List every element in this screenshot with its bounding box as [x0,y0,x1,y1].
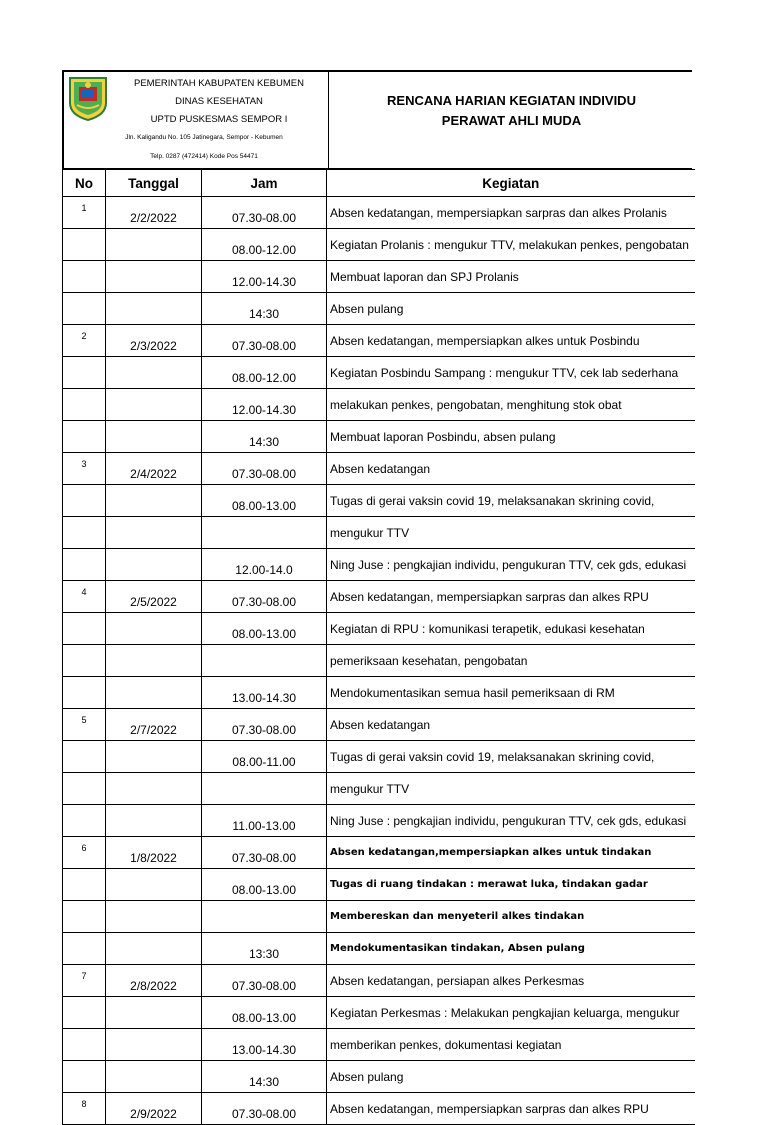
organization-block [64,72,329,168]
cell-no: 3 [63,453,106,485]
cell-kegiatan: Ning Juse : pengkajian individu, pengukuran TTV, cek gds, edukasi [327,549,695,581]
cell-tanggal [106,421,202,453]
cell-jam: 08.00-11.00 [202,741,327,773]
table-row [63,485,695,517]
table-row [63,229,695,261]
table-row [63,869,695,901]
cell-tanggal [106,1061,202,1093]
cell-no [63,357,106,389]
cell-jam: 07.30-08.00 [202,581,327,613]
cell-jam: 07.30-08.00 [202,325,327,357]
cell-jam: 08.00-13.00 [202,613,327,645]
table-row [63,773,695,805]
cell-jam [202,645,327,677]
kebumen-emblem-icon [67,75,109,121]
cell-tanggal: 2/5/2022 [106,581,202,613]
cell-no [63,613,106,645]
cell-kegiatan: memberikan penkes, dokumentasi kegiatan [327,1029,695,1061]
cell-kegiatan: Tugas di gerai vaksin covid 19, melaksanakan skrining covid, [327,485,695,517]
table-row [63,1029,695,1061]
cell-jam: 07.30-08.00 [202,197,327,229]
cell-kegiatan: Mendokumentasikan tindakan, Absen pulang [327,933,695,965]
cell-jam: 12.00-14.0 [202,549,327,581]
title-line-2: PERAWAT AHLI MUDA [441,113,582,128]
table-row [63,677,695,709]
cell-kegiatan: Absen kedatangan [327,709,695,741]
cell-no [63,869,106,901]
cell-tanggal [106,901,202,933]
cell-kegiatan: Kegiatan Perkesmas : Melakukan pengkajian keluarga, mengukur [327,997,695,1029]
cell-tanggal [106,357,202,389]
schedule-sheet [62,70,692,1125]
cell-tanggal [106,1029,202,1061]
cell-kegiatan: Absen kedatangan, mempersiapkan sarpras dan alkes RPU [327,581,695,613]
org-line-puskesmas: UPTD PUSKESMAS SEMPOR I [150,114,288,125]
column-header-no: No [63,170,106,197]
cell-kegiatan: Absen kedatangan, mempersiapkan sarpras dan alkes Prolanis [327,197,695,229]
cell-tanggal: 2/8/2022 [106,965,202,997]
cell-kegiatan: Absen pulang [327,293,695,325]
cell-jam: 13:30 [202,933,327,965]
cell-tanggal [106,293,202,325]
cell-jam: 12.00-14.30 [202,261,327,293]
table-header-row [63,170,695,197]
cell-jam: 11.00-13.00 [202,805,327,837]
cell-jam: 08.00-12.00 [202,357,327,389]
cell-tanggal: 1/8/2022 [106,837,202,869]
cell-kegiatan: Kegiatan di RPU : komunikasi terapetik, edukasi kesehatan [327,613,695,645]
cell-tanggal: 2/9/2022 [106,1093,202,1125]
table-row [63,517,695,549]
cell-kegiatan: mengukur TTV [327,517,695,549]
document-title [329,72,694,168]
cell-jam: 14:30 [202,1061,327,1093]
table-row [63,901,695,933]
cell-jam [202,901,327,933]
cell-kegiatan: mengukur TTV [327,773,695,805]
cell-no [63,421,106,453]
cell-no: 5 [63,709,106,741]
cell-tanggal [106,549,202,581]
cell-jam: 13.00-14.30 [202,1029,327,1061]
org-phone: Telp. 0287 (472414) Kode Pos 54471 [150,153,258,160]
table-row [63,1093,695,1125]
cell-jam: 08.00-13.00 [202,997,327,1029]
table-row [63,357,695,389]
cell-tanggal [106,517,202,549]
cell-tanggal [106,229,202,261]
table-row [63,421,695,453]
cell-tanggal [106,805,202,837]
cell-kegiatan: Tugas di ruang tindakan : merawat luka, tindakan gadar [327,869,695,901]
activity-table [62,169,695,1125]
cell-jam: 07.30-08.00 [202,709,327,741]
cell-no [63,773,106,805]
cell-kegiatan: Absen pulang [327,1061,695,1093]
org-line-department: DINAS KESEHATAN [175,96,263,107]
table-row [63,197,695,229]
cell-tanggal: 2/7/2022 [106,709,202,741]
cell-tanggal [106,485,202,517]
cell-jam: 14:30 [202,421,327,453]
cell-tanggal [106,261,202,293]
cell-tanggal: 2/2/2022 [106,197,202,229]
cell-tanggal [106,613,202,645]
cell-no [63,645,106,677]
cell-jam: 07.30-08.00 [202,453,327,485]
cell-no [63,1061,106,1093]
cell-no [63,517,106,549]
cell-kegiatan: Membereskan dan menyeteril alkes tindakan [327,901,695,933]
table-row [63,805,695,837]
cell-tanggal [106,677,202,709]
cell-no: 8 [63,1093,106,1125]
cell-tanggal: 2/4/2022 [106,453,202,485]
cell-tanggal [106,933,202,965]
cell-kegiatan: Tugas di gerai vaksin covid 19, melaksanakan skrining covid, [327,741,695,773]
cell-kegiatan: Absen kedatangan, persiapan alkes Perkesmas [327,965,695,997]
column-header-tanggal: Tanggal [106,170,202,197]
cell-jam [202,517,327,549]
table-row [63,549,695,581]
table-row [63,613,695,645]
cell-tanggal [106,741,202,773]
cell-jam [202,773,327,805]
cell-tanggal: 2/3/2022 [106,325,202,357]
cell-jam: 08.00-13.00 [202,869,327,901]
cell-kegiatan: Absen kedatangan [327,453,695,485]
table-row [63,933,695,965]
cell-kegiatan: Kegiatan Posbindu Sampang : mengukur TTV, cek lab sederhana [327,357,695,389]
cell-no [63,805,106,837]
title-line-1: RENCANA HARIAN KEGIATAN INDIVIDU [387,93,636,108]
cell-no [63,261,106,293]
table-row [63,453,695,485]
cell-no [63,677,106,709]
table-row [63,837,695,869]
cell-kegiatan: Absen kedatangan,mempersiapkan alkes untuk tindakan [327,837,695,869]
org-line-government: PEMERINTAH KABUPATEN KEBUMEN [134,78,304,89]
cell-no [63,229,106,261]
cell-no: 4 [63,581,106,613]
table-row [63,965,695,997]
cell-no [63,389,106,421]
cell-jam: 08.00-13.00 [202,485,327,517]
cell-no [63,741,106,773]
table-row [63,741,695,773]
cell-no: 1 [63,197,106,229]
cell-kegiatan: Membuat laporan dan SPJ Prolanis [327,261,695,293]
cell-jam: 13.00-14.30 [202,677,327,709]
table-row [63,293,695,325]
table-row [63,709,695,741]
cell-kegiatan: Mendokumentasikan semua hasil pemeriksaan di RM [327,677,695,709]
document-header [62,70,692,169]
cell-no: 6 [63,837,106,869]
table-row [63,581,695,613]
cell-no: 2 [63,325,106,357]
cell-no [63,1029,106,1061]
cell-jam: 08.00-12.00 [202,229,327,261]
table-row [63,325,695,357]
cell-jam: 07.30-08.00 [202,1093,327,1125]
cell-tanggal [106,645,202,677]
cell-kegiatan: Absen kedatangan, mempersiapkan sarpras dan alkes RPU [327,1093,695,1125]
cell-jam: 07.30-08.00 [202,965,327,997]
cell-no [63,293,106,325]
cell-kegiatan: Ning Juse : pengkajian individu, pengukuran TTV, cek gds, edukasi [327,805,695,837]
cell-jam: 12.00-14.30 [202,389,327,421]
cell-kegiatan: melakukan penkes, pengobatan, menghitung stok obat [327,389,695,421]
cell-no [63,933,106,965]
cell-kegiatan: Kegiatan Prolanis : mengukur TTV, melakukan penkes, pengobatan [327,229,695,261]
cell-kegiatan: pemeriksaan kesehatan, pengobatan [327,645,695,677]
cell-tanggal [106,389,202,421]
table-row [63,645,695,677]
column-header-jam: Jam [202,170,327,197]
cell-no [63,485,106,517]
column-header-kegiatan: Kegiatan [327,170,695,197]
table-row [63,1061,695,1093]
cell-kegiatan: Absen kedatangan, mempersiapkan alkes untuk Posbindu [327,325,695,357]
table-row [63,389,695,421]
cell-kegiatan: Membuat laporan Posbindu, absen pulang [327,421,695,453]
org-address: Jln. Kaligandu No. 105 Jatinegara, Sempor - Kebumen [125,134,283,141]
table-row [63,261,695,293]
cell-no [63,549,106,581]
cell-no: 7 [63,965,106,997]
cell-jam: 14:30 [202,293,327,325]
cell-tanggal [106,773,202,805]
table-body [63,197,695,1125]
cell-tanggal [106,869,202,901]
cell-no [63,901,106,933]
cell-jam: 07.30-08.00 [202,837,327,869]
